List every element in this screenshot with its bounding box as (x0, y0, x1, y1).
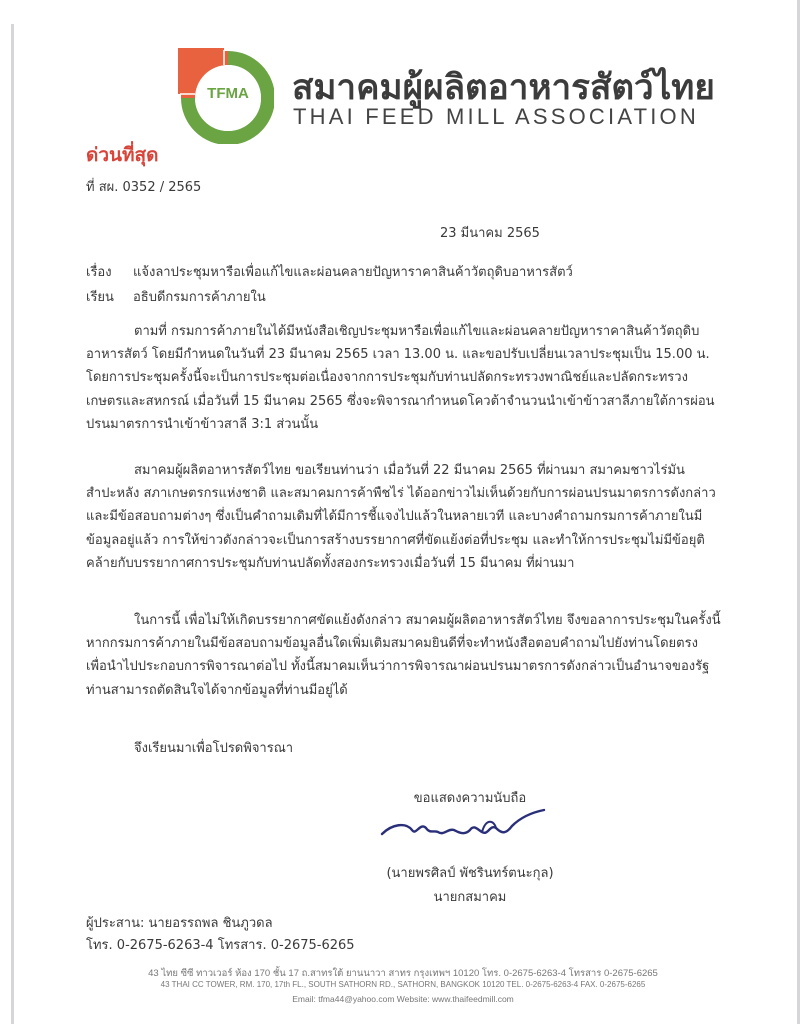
closing-line: จึงเรียนมาเพื่อโปรดพิจารณา (134, 741, 294, 756)
signatory-position: นายกสมาคม (433, 890, 507, 905)
addressee-row (86, 286, 266, 307)
org-name-english: THAI FEED MILL ASSOCIATION (293, 104, 699, 129)
paragraph-line: ปรนมาตรการนำเข้าข้าวสาลี 3:1 ส่วนนั้น (86, 416, 319, 432)
org-name-thai: สมาคมผู้ผลิตอาหารสัตว์ไทย (292, 68, 715, 108)
logo-text: TFMA (207, 85, 249, 102)
paragraph-line: ข้อมูลอยู่แล้ว การให้ข่าวดังกล่าวจะเป็นการสร้างบรรยากาศที่ขัดแย้งต่อที่ประชุม และทำให้การประชุมไม่มีข้อยุติ (86, 532, 705, 548)
subject-row (86, 261, 573, 282)
paragraph-line: เพื่อนำไปประกอบการพิจารณาต่อไป ทั้งนี้สมาคมเห็นว่าการพิจารณาผ่อนปรนมาตรการดังกล่าวเป็นอำนาจของรัฐ (86, 659, 710, 675)
paragraph-line: ท่านสามารถตัดสินใจได้จากข้อมูลที่ท่านมีอยู่ได้ (86, 682, 348, 698)
footer-address-english: 43 THAI CC TOWER, RM. 170, 17th FL., SOUTH SATHORN RD., SATHORN, BANGKOK 10120 TEL. 0-2675-6263-4 FAX. 0-2675-6265 (160, 980, 646, 989)
paragraph-3 (86, 609, 770, 702)
handwritten-signature-icon (378, 808, 548, 844)
paragraph-line: ตามที่ กรมการค้าภายในได้มีหนังสือเชิญประชุมหารือเพื่อแก้ไขและผ่อนคลายปัญหาราคาสินค้าวัตถุดิบ (134, 324, 700, 339)
subject-value: แจ้งลาประชุมหารือเพื่อแก้ไขและผ่อนคลายปัญหาราคาสินค้าวัตถุดิบอาหารสัตว์ (133, 265, 573, 280)
paragraph-line: ในการนี้ เพื่อไม่ให้เกิดบรรยากาศขัดแย้งดังกล่าว สมาคมผู้ผลิตอาหารสัตว์ไทย จึงขอลาการประชุมในครั้งนี้ (134, 613, 721, 628)
paragraph-line: และมีข้อสอบถามต่างๆ ซึ่งเป็นคำถามเดิมที่ได้มีการชี้แจงไปแล้วในหลายเวที และบางคำถามกรมการค้าภายในมี (86, 509, 703, 525)
reference-number: ที่ สผ. 0352 / 2565 (86, 180, 202, 195)
paragraph-line: สำปะหลัง สภาเกษตรกรแห่งชาติ และสมาคมการค้าพืชไร่ ได้ออกข่าวไม่เห็นด้วยกับการผ่อนปรนมาตรการดังกล่าว (86, 486, 716, 502)
coordinator-name: ผู้ประสาน: นายอรรถพล ชินภูวดล (86, 916, 273, 931)
paragraph-line: คล้ายกับบรรยากาศการประชุมกับท่านปลัดทั้งสองกระทรวงเมื่อวันที่ 15 มีนาคม ที่ผ่านมา (86, 555, 575, 571)
footer-contact: Email: tfma44@yahoo.com Website: www.thaifeedmill.com (292, 994, 514, 1004)
paragraph-line: โดยการประชุมครั้งนี้จะเป็นการประชุมต่อเนื่องจากการประชุมกับท่านปลัดกระทรวงพาณิชย์และปลัดกระทรวง (86, 370, 688, 386)
addressee-value: อธิบดีกรมการค้าภายใน (133, 290, 266, 305)
paragraph-line: หากกรมการค้าภายในมีข้อสอบถามข้อมูลอื่นใดเพิ่มเติมสมาคมยินดีที่จะทำหนังสือตอบคำถามไปยังท่านโดยตรง (86, 636, 698, 652)
paragraph-line: สมาคมผู้ผลิตอาหารสัตว์ไทย ขอเรียนท่านว่า เมื่อวันที่ 22 มีนาคม 2565 ที่ผ่านมา สมาคมชาวไร่มัน (134, 463, 685, 478)
coordinator-phone: โทร. 0-2675-6263-4 โทรสาร. 0-2675-6265 (86, 938, 355, 953)
urgency-label: ด่วนที่สุด (86, 144, 159, 166)
page-edge-right (797, 0, 800, 1024)
subject-label: เรื่อง (86, 265, 112, 280)
paragraph-1 (86, 320, 770, 436)
signatory-name: (นายพรศิลป์ พัชรินทร์ตนะกุล) (386, 866, 554, 881)
addressee-label: เรียน (86, 290, 114, 305)
page-edge-left (11, 24, 14, 1024)
letter-date: 23 มีนาคม 2565 (440, 226, 540, 241)
paragraph-2 (86, 459, 770, 575)
footer-address-thai: 43 ไทย ซีซี ทาวเวอร์ ห้อง 170 ชั้น 17 ถ.สาทรใต้ ยานนาวา สาทร กรุงเทพฯ 10120 โทร. 0-2675-6263-4 โทรสาร 0-2675-6265 (148, 968, 658, 979)
signature-salutation: ขอแสดงความนับถือ (413, 791, 527, 806)
paragraph-line: อาหารสัตว์ โดยมีกำหนดในวันที่ 23 มีนาคม 2565 เวลา 13.00 น. และขอปรับเปลี่ยนเวลาประชุมเป็น 15.00 น. (86, 347, 710, 363)
paragraph-line: เกษตรและสหกรณ์ เมื่อวันที่ 15 มีนาคม 2565 ซึ่งจะพิจารณากำหนดโควต้าจำนวนนำเข้าข้าวสาลีภายใต้การผ่อน (86, 393, 715, 409)
